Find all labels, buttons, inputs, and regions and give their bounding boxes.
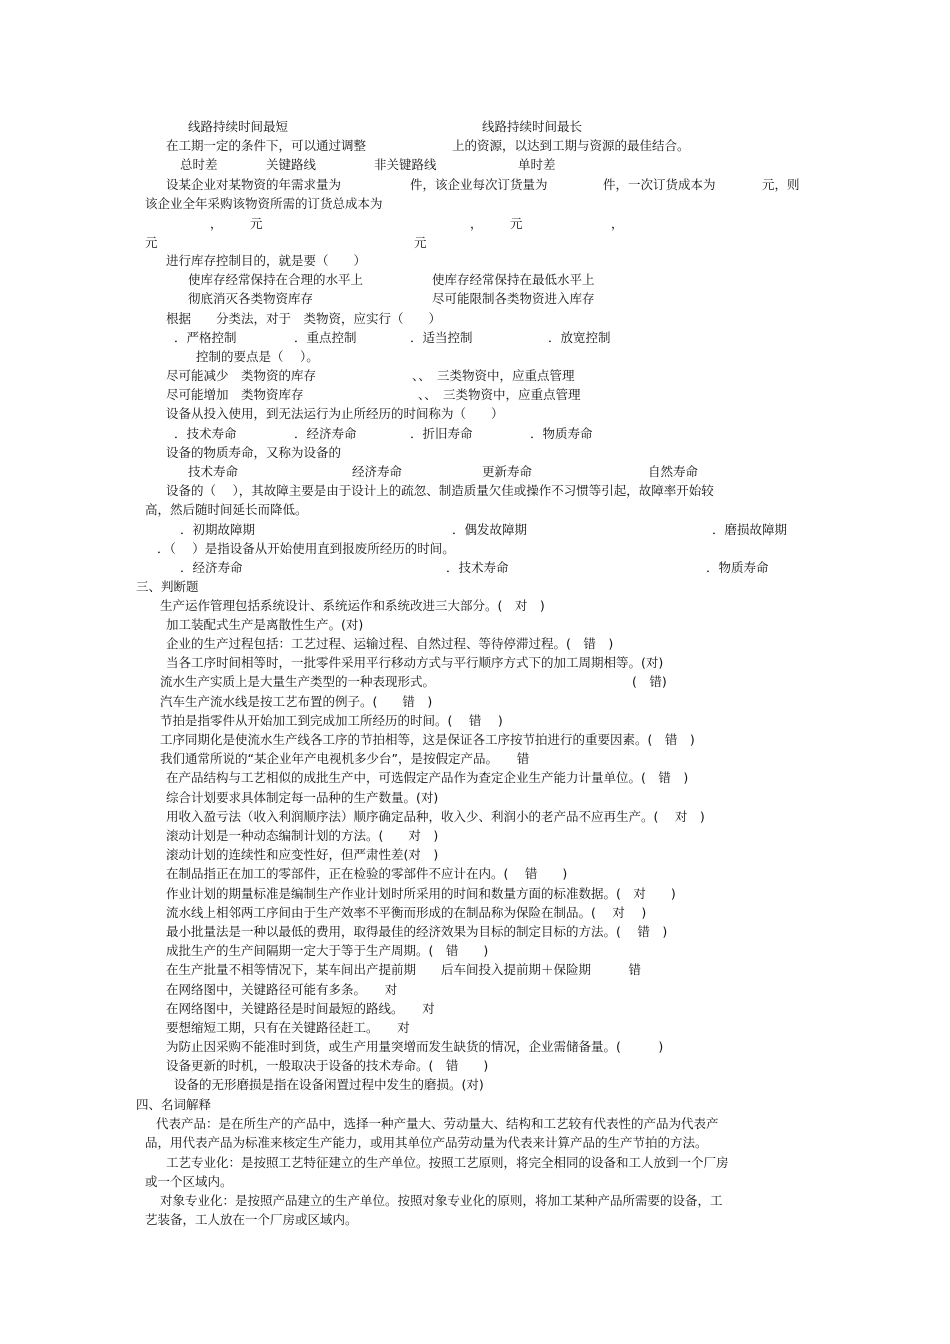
text-line: ．技术寿命	[174, 426, 237, 441]
text-line: 滚动计划是一种动态编制计划的方法。( 对 )	[166, 828, 439, 843]
text-line: 元	[250, 216, 263, 231]
text-line: ．物质寿命	[530, 426, 593, 441]
text-line: 在产品结构与工艺相似的成批生产中，可选假定产品作为查定企业生产能力计量单位。( 错 )	[166, 770, 689, 785]
text-line: 汽车生产流水线是按工艺布置的例子。( 错 )	[160, 694, 433, 709]
text-line: 为防止因采购不能准时到货，或生产用量突增而发生缺货的情况，企业需储备量。( )	[166, 1039, 664, 1054]
text-line: ．物质寿命	[706, 560, 769, 575]
text-line: 生产运作管理包括系统设计、系统运作和系统改进三大部分。( 对 )	[160, 598, 545, 613]
text-line: 、、 三类物资中，应重点管理	[418, 387, 581, 402]
text-line: 设备的无形磨损是指在设备闲置过程中发生的磨损。(对)	[174, 1077, 484, 1092]
text-line: ．初期故障期	[180, 522, 256, 537]
text-line: 元	[414, 235, 427, 250]
text-line: ．重点控制	[294, 330, 357, 345]
text-line: 用收入盈亏法（收入利润顺序法）顺序确定品种，收入少、利润小的老产品不应再生产。( 对 )	[166, 809, 705, 824]
text-line: 要想缩短工期，只有在关键路径赶工。 对	[166, 1020, 410, 1035]
text-line: 使库存经常保持在合理的水平上	[188, 272, 364, 287]
text-line: 流水线上相邻两工序间由于生产效率不平衡而形成的在制品称为保险在制品。( 对 )	[166, 905, 647, 920]
text-line: ．磨损故障期	[712, 522, 788, 537]
text-line: 元，则	[762, 177, 800, 192]
text-line: 更新寿命	[482, 464, 533, 479]
text-line: 设备的物质寿命，又称为设备的	[166, 445, 342, 460]
text-line: 工序同期化是使流水生产线各工序的节拍相等，这是保证各工序按节拍进行的重要因素。( 错 )	[160, 732, 695, 747]
text-line: 在工期一定的条件下，可以通过调整	[166, 138, 367, 153]
text-line: 件，该企业每次订货量为	[410, 177, 548, 192]
text-line: 线路持续时间最长	[482, 119, 583, 134]
text-line: 设备的（ ），其故障主要是由于设计上的疏忽、制造质量欠佳或操作不习惯等引起，故障率开始较	[166, 483, 714, 498]
text-line: 当各工序时间相等时，一批零件采用平行移动方式与平行顺序方式下的加工周期相等。(对)	[166, 655, 664, 670]
text-line: ．严格控制	[174, 330, 237, 345]
text-line: 设某企业对某物资的年需求量为	[166, 177, 342, 192]
text-line: 或一个区域内。	[145, 1174, 233, 1189]
text-line: 、、 三类物资中，应重点管理	[412, 368, 575, 383]
text-line: 代表产品：是在所生产的产品中，选择一种产量大、劳动量大、结构和工艺较有代表性的产品为代表产	[156, 1116, 719, 1131]
text-line: 在生产批量不相等情况下，某车间出产提前期 后车间投入提前期＋保险期 错	[166, 962, 642, 977]
text-line: 关键路线	[266, 157, 317, 172]
text-line: 艺装备，工人放在一个厂房或区域内。	[145, 1212, 358, 1227]
text-line: 综合计划要求具体制定每一品种的生产数量。(对)	[166, 790, 439, 805]
text-line: 成批生产的生产间隔期一定大于等于生产周期。( 错 )	[166, 943, 489, 958]
text-line: 进行库存控制目的，就是要（ ）	[166, 253, 367, 268]
text-line: 企业的生产过程包括：工艺过程、运输过程、自然过程、等待停滞过程。( 错 )	[166, 636, 614, 651]
text-line: 最小批量法是一种以最低的费用，取得最佳的经济效果为目标的制定目标的方法。( 错 )	[166, 924, 668, 939]
text-line: ．技术寿命	[446, 560, 509, 575]
text-line: 对象专业化：是按照产品建立的生产单位。按照对象专业化的原则，将加工某种产品所需要的设备，工	[160, 1193, 723, 1208]
text-line: 尽可能增加 类物资库存	[166, 387, 304, 402]
text-line: 设备从投入使用，到无法运行为止所经历的时间称为（ ）	[166, 406, 504, 421]
text-line: 使库存经常保持在最低水平上	[432, 272, 595, 287]
text-line: 彻底消灭各类物资库存	[188, 291, 314, 306]
text-line: 高，然后随时间延长而降低。	[145, 502, 308, 517]
text-line: 在网络图中，关键路径可能有多条。 对	[166, 982, 398, 997]
text-line: 加工装配式生产是离散性生产。(对)	[166, 617, 364, 632]
text-line: 上的资源，以达到工期与资源的最佳结合。	[452, 138, 690, 153]
text-line: 四、名词解释	[136, 1097, 212, 1112]
text-line: 我们通常所说的“某企业年产电视机多少台”，是按假定产品。 错	[160, 751, 530, 766]
text-line: 该企业全年采购该物资所需的订货总成本为	[145, 196, 383, 211]
text-line: 节拍是指零件从开始加工到完成加工所经历的时间。( 错 )	[160, 713, 503, 728]
text-line: ，	[611, 216, 624, 231]
text-line: ，	[210, 216, 223, 231]
text-line: 根据 分类法，对于 类物资，应实行（ ）	[166, 311, 442, 326]
text-line: ，	[470, 216, 483, 231]
text-line: 单时差	[518, 157, 556, 172]
text-line: 非关键路线	[374, 157, 437, 172]
text-line: 流水生产实质上是大量生产类型的一种表现形式。	[160, 674, 436, 689]
text-line: 作业计划的期量标准是编制生产作业计划时所采用的时间和数量方面的标准数据。( 对 )	[166, 886, 676, 901]
text-line: ．适当控制	[410, 330, 473, 345]
text-line: ．偶发故障期	[452, 522, 528, 537]
text-line: ．折旧寿命	[410, 426, 473, 441]
text-line: 设备更新的时机，一般取决于设备的技术寿命。( 错 )	[166, 1058, 489, 1073]
text-line: 线路持续时间最短	[188, 119, 289, 134]
text-line: 滚动计划的连续性和应变性好，但严肃性差(对 )	[166, 847, 439, 862]
text-line: 技术寿命	[188, 464, 239, 479]
text-line: ．（ ）是指设备从开始使用直到报废所经历的时间。	[157, 541, 455, 556]
text-line: 元	[510, 216, 523, 231]
text-line: 尽可能限制各类物资进入库存	[432, 291, 595, 306]
text-line: 总时差	[180, 157, 218, 172]
text-line: 在制品指正在加工的零部件，正在检验的零部件不应计在内。( 错 )	[166, 866, 568, 881]
text-line: 元	[145, 235, 158, 250]
text-line: 工艺专业化：是按照工艺特征建立的生产单位。按照工艺原则，将完全相同的设备和工人放到一个厂房	[166, 1155, 729, 1170]
text-line: 件，一次订货成本为	[603, 177, 716, 192]
text-line: 在网络图中，关键路径是时间最短的路线。 对	[166, 1001, 435, 1016]
text-line: ．经济寿命	[294, 426, 357, 441]
text-line: ．经济寿命	[180, 560, 243, 575]
text-line: 品，用代表产品为标准来核定生产能力，或用其单位产品劳动量为代表来计算产品的生产节拍的方法。	[145, 1135, 708, 1150]
text-line: 尽可能减少 类物资的库存	[166, 368, 317, 383]
text-line: ．放宽控制	[548, 330, 611, 345]
text-line: 控制的要点是（ ）。	[196, 349, 319, 364]
text-line: 经济寿命	[352, 464, 403, 479]
text-line: ( 错)	[632, 674, 667, 689]
text-line: 三、判断题	[136, 579, 199, 594]
text-line: 自然寿命	[648, 464, 699, 479]
